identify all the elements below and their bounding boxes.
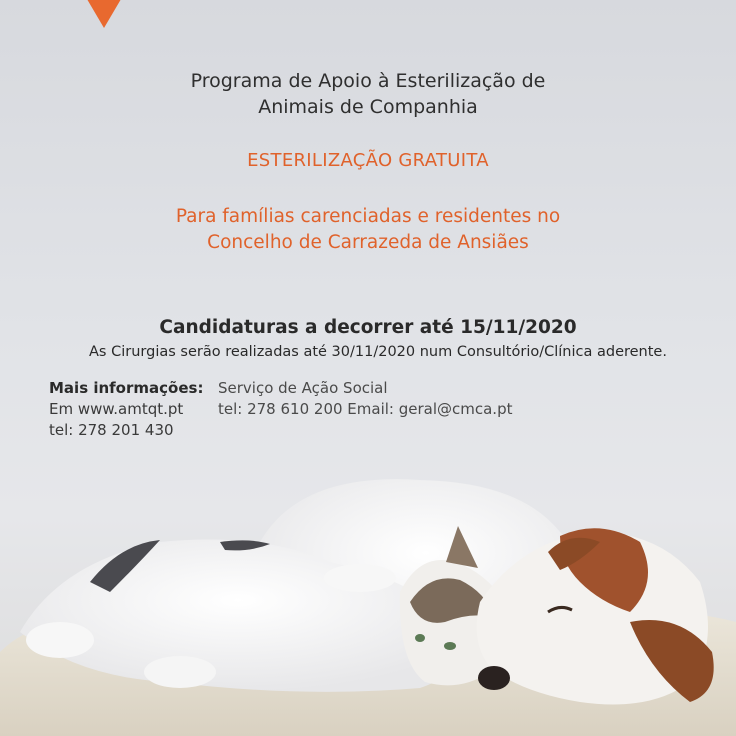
heart-logo-icon xyxy=(84,0,124,28)
contact-info-left xyxy=(49,378,203,441)
program-title-line-1: Programa de Apoio à Esterilização de xyxy=(190,70,546,92)
eligibility-text xyxy=(0,204,736,256)
social-service-text: Serviço de Ação Social xyxy=(218,379,388,397)
phone-email-text: tel: 278 610 200 Email: geral@cmca.pt xyxy=(218,400,513,418)
cat-and-dog-photo xyxy=(0,452,736,736)
program-title xyxy=(0,68,736,120)
eligibility-line-2: Concelho de Carrazeda de Ansiães xyxy=(207,232,529,253)
contact-info-right xyxy=(218,378,512,420)
more-info-label: Mais informações: xyxy=(49,379,204,397)
website-text: Em www.amtqt.pt xyxy=(49,400,184,418)
eligibility-line-1: Para famílias carenciadas e residentes no xyxy=(175,206,561,227)
program-title-line-2: Animais de Companhia xyxy=(258,96,478,118)
phone-text-left: tel: 278 201 430 xyxy=(49,421,174,439)
application-deadline: Candidaturas a decorrer até 15/11/2020 xyxy=(159,317,577,338)
free-sterilization-heading: ESTERILIZAÇÃO GRATUITA xyxy=(247,150,489,171)
surgery-note: As Cirurgias serão realizadas até 30/11/2020 num Consultório/Clínica aderente. xyxy=(89,344,667,360)
